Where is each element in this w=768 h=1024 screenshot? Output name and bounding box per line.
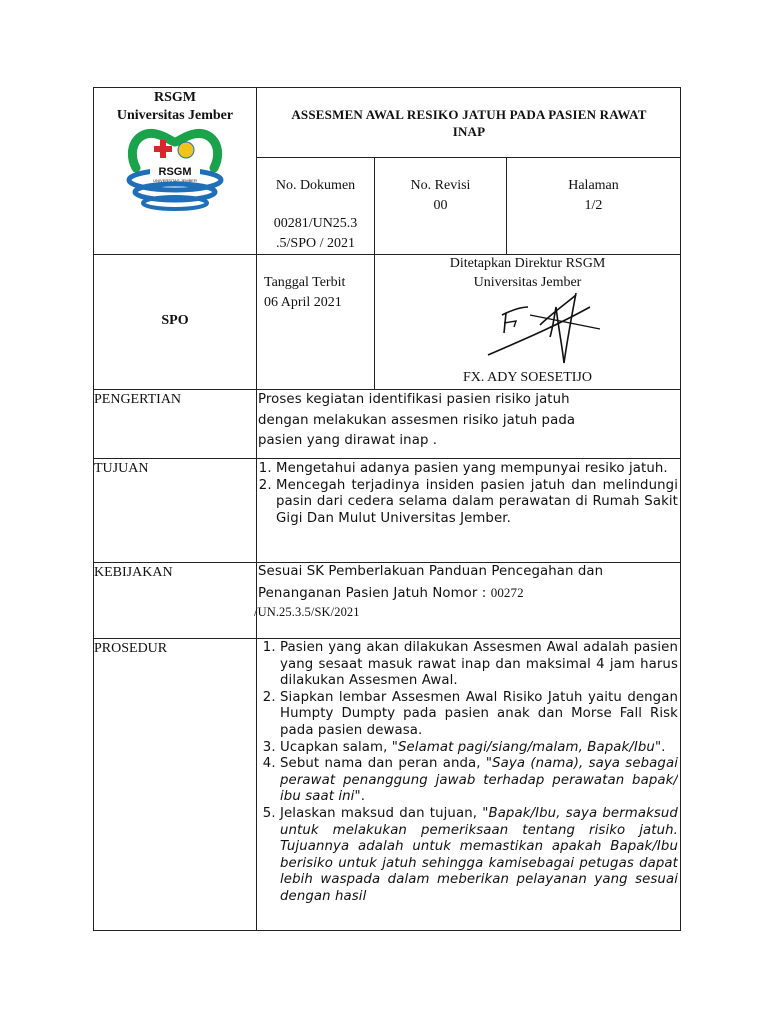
pengertian-label: PENGERTIAN (94, 392, 182, 407)
prosedur-item-quote: "Saya (nama), saya sebagai perawat penanggung jawab terhadap perawatan bapak/ ibu saat ini" (280, 756, 678, 805)
logo-subtext: UNIVERSITAS JEMBER (153, 178, 197, 183)
tujuan-label: TUJUAN (94, 461, 149, 476)
prosedur-item-text: Ucapkan salam, (280, 739, 392, 755)
rsgm-logo (122, 128, 228, 214)
prosedur-item-quote: "Bapak/Ibu, saya bermaksud untuk melakukan pemeriksaan tentang risiko jatuh. Tujuannya adalah untuk memastikan apakah Bapak/Ibu berisiko untuk jatuh sehingga kamisebagai petugas dapat lebih waspada dalam meberikan pelayanan yang sesuai dengan hasil (280, 805, 678, 904)
pengertian-text (258, 390, 678, 452)
prosedur-list (258, 640, 678, 930)
prosedur-item-text: Jelaskan maksud dan tujuan, (280, 805, 483, 821)
tujuan-item: 1. Mengetahui adanya pasien yang mempunyai resiko jatuh. (276, 461, 678, 478)
tanggal-terbit-cell (264, 273, 374, 313)
signature-image (480, 285, 620, 370)
no-dokumen-value-2: .5/SPO / 2021 (276, 236, 355, 251)
prosedur-item: 2. Siapkan lembar Assesmen Awal Risiko Jatuh yaitu dengan Humpty Dumpty pada pasien anak dan Morse Fall Risk pada pasien dewasa. (280, 690, 678, 740)
tanggal-terbit-label: Tanggal Terbit (264, 275, 346, 290)
org-line-1: RSGM (154, 90, 196, 105)
signer-name: FX. ADY SOESETIJO (463, 370, 592, 385)
kebijakan-nomor: 00272 (490, 584, 524, 600)
title-line-1: ASSESMEN AWAL RESIKO JATUH PADA PASIEN RAWAT (291, 107, 647, 122)
ditetapkan-line-1: Ditetapkan Direktur RSGM (449, 256, 606, 271)
no-dokumen-label: No. Dokumen (275, 178, 356, 193)
tanggal-terbit-value: 06 April 2021 (264, 295, 342, 310)
prosedur-item-text: . (360, 789, 366, 805)
tujuan-list (258, 461, 678, 527)
prosedur-item-quote: "Selamat pagi/siang/malam, Bapak/Ibu" (391, 739, 662, 755)
title-line-2: INAP (452, 124, 486, 139)
table-border-top (93, 87, 680, 88)
halaman-label: Halaman (568, 178, 619, 193)
prosedur-item (280, 806, 678, 906)
no-revisi-cell (375, 176, 506, 216)
kebijakan-text (254, 562, 678, 620)
table-border-bottom (93, 930, 680, 931)
kebijakan-line-3: /UN.25.3.5/SK/2021 (254, 605, 360, 619)
no-dokumen-value-1: 00281/UN25.3 (273, 216, 358, 231)
title-divider (256, 157, 680, 158)
prosedur-item-text: Sebut nama dan peran anda, (280, 756, 486, 772)
kebijakan-line-1: Sesuai SK Pemberlakuan Panduan Pencegahan dan (258, 564, 604, 579)
kebijakan-label: KEBIJAKAN (94, 565, 173, 580)
row-divider-kebijakan (93, 638, 680, 639)
halaman-value: 1/2 (584, 198, 603, 213)
pengertian-line-3: pasien yang dirawat inap . (258, 433, 438, 448)
prosedur-item (280, 740, 678, 757)
table-border-right (680, 87, 681, 931)
row-divider-pengertian (93, 458, 680, 459)
tujuan-item: 2. Mencegah terjadinya insiden pasien jatuh dan melindungi pasin dari cedera selama dalam perawatan di Rumah Sakit Gigi Dan Mulut Universitas Jember. (276, 478, 678, 528)
org-name (94, 89, 256, 125)
pengertian-line-2: dengan melakukan assesmen risiko jatuh pada (258, 412, 576, 428)
table-border-left (93, 87, 94, 931)
no-revisi-value: 00 (433, 198, 448, 213)
prosedur-item-text: . (661, 739, 666, 755)
spo-label: SPO (161, 313, 189, 328)
prosedur-label: PROSEDUR (94, 641, 168, 656)
no-revisi-label: No. Revisi (410, 178, 471, 193)
org-line-2: Universitas Jember (116, 108, 234, 123)
prosedur-item (280, 756, 678, 806)
document-title (257, 106, 681, 140)
prosedur-item: 1. Pasien yang akan dilakukan Assesmen Awal adalah pasien yang sesaat masuk rawat inap dan maksimal 4 jam harus dilakukan Assesmen Awal. (280, 640, 678, 690)
kebijakan-line-2: Penanganan Pasien Jatuh Nomor : (258, 585, 491, 601)
pengertian-line-1: Proses kegiatan identifikasi pasien risiko jatuh (258, 392, 570, 407)
no-dokumen-cell (257, 176, 374, 254)
logo-text: RSGM (158, 166, 192, 178)
halaman-cell (507, 176, 680, 216)
ditetapkan-line-2: Universitas Jember (473, 275, 582, 290)
